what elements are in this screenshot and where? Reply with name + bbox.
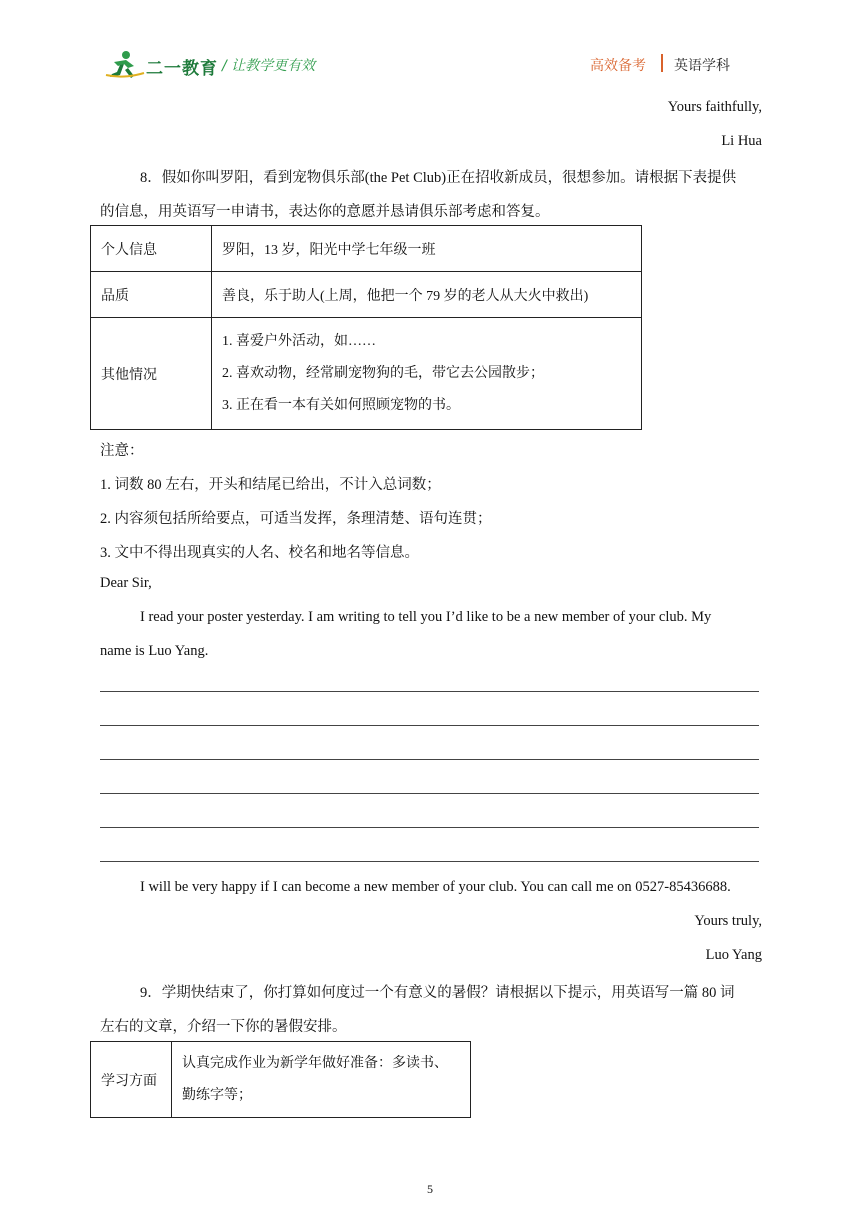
writing-line[interactable] [100,691,759,692]
note-item: 1. 词数 80 左右，开头和结尾已给出，不计入总词数； [100,477,441,493]
note-item: 2. 内容须包括所给要点，可适当发挥，条理清楚、语句连贯； [100,511,492,527]
salutation: Dear Sir, [100,575,152,591]
sign-off-truly: Yours truly, [694,913,762,929]
header-tag-subject: 英语学科 [674,58,730,74]
table-value-personal: 罗阳，13 岁，阳光中学七年级一班 [212,226,642,272]
q8-prompt-line1: 8．假如你叫罗阳，看到宠物俱乐部(the Pet Club)正在招收新成员，很想参加。请根据下表提供 [140,170,737,186]
logo-text: 二一教育 [146,59,218,79]
letter-opening-line2: name is Luo Yang. [100,643,209,659]
table-label-quality: 品质 [91,272,212,318]
letter-opening-line1: I read your poster yesterday. I am writing to tell you I’d like to be a new member of your club. My [140,609,712,625]
page-number: 5 [427,1182,433,1196]
sign-name-li-hua: Li Hua [721,133,762,149]
q8-prompt-line2: 的信息，用英语写一申请书，表达你的意愿并恳请俱乐部考虑和答复。 [100,204,550,220]
q9-info-table [90,1041,471,1118]
table-value-other [212,318,642,430]
sign-name-luo-yang: Luo Yang [705,947,762,963]
writing-line[interactable] [100,861,759,862]
note-item: 3. 文中不得出现真实的人名、校名和地名等信息。 [100,545,419,561]
writing-line[interactable] [100,793,759,794]
writing-line[interactable] [100,725,759,726]
table-value-line: 认真完成作业为新学年做好准备：多读书、 [182,1055,448,1071]
sign-off-faithfully: Yours faithfully, [667,99,762,115]
table-label-other: 其他情况 [91,318,212,430]
notes-title: 注意： [100,443,144,459]
table-label-study: 学习方面 [91,1042,172,1118]
list-item: 3. 正在看一本有关如何照顾宠物的书。 [222,397,460,413]
slogan: / 让教学更有效 [222,58,316,74]
header-tag-exam: 高效备考 [590,58,646,74]
table-value-study [172,1042,471,1118]
writing-line[interactable] [100,759,759,760]
header-divider [661,54,663,72]
table-value-line: 勤练字等； [182,1087,252,1103]
writing-line[interactable] [100,827,759,828]
q9-prompt-line1: 9．学期快结束了，你打算如何度过一个有意义的暑假？请根据以下提示，用英语写一篇 80 词 [140,985,735,1001]
q9-prompt-line2: 左右的文章，介绍一下你的暑假安排。 [100,1019,347,1035]
table-label-personal: 个人信息 [91,226,212,272]
q8-info-table [90,225,642,430]
list-item: 2. 喜欢动物，经常刷宠物狗的毛，带它去公园散步； [222,365,544,381]
list-item: 1. 喜爱户外活动，如…… [222,333,376,349]
table-value-quality: 善良，乐于助人(上周，他把一个 79 岁的老人从大火中救出) [212,272,642,318]
letter-closing-line: I will be very happy if I can become a new member of your club. You can call me on 0527-85436688. [140,879,731,895]
